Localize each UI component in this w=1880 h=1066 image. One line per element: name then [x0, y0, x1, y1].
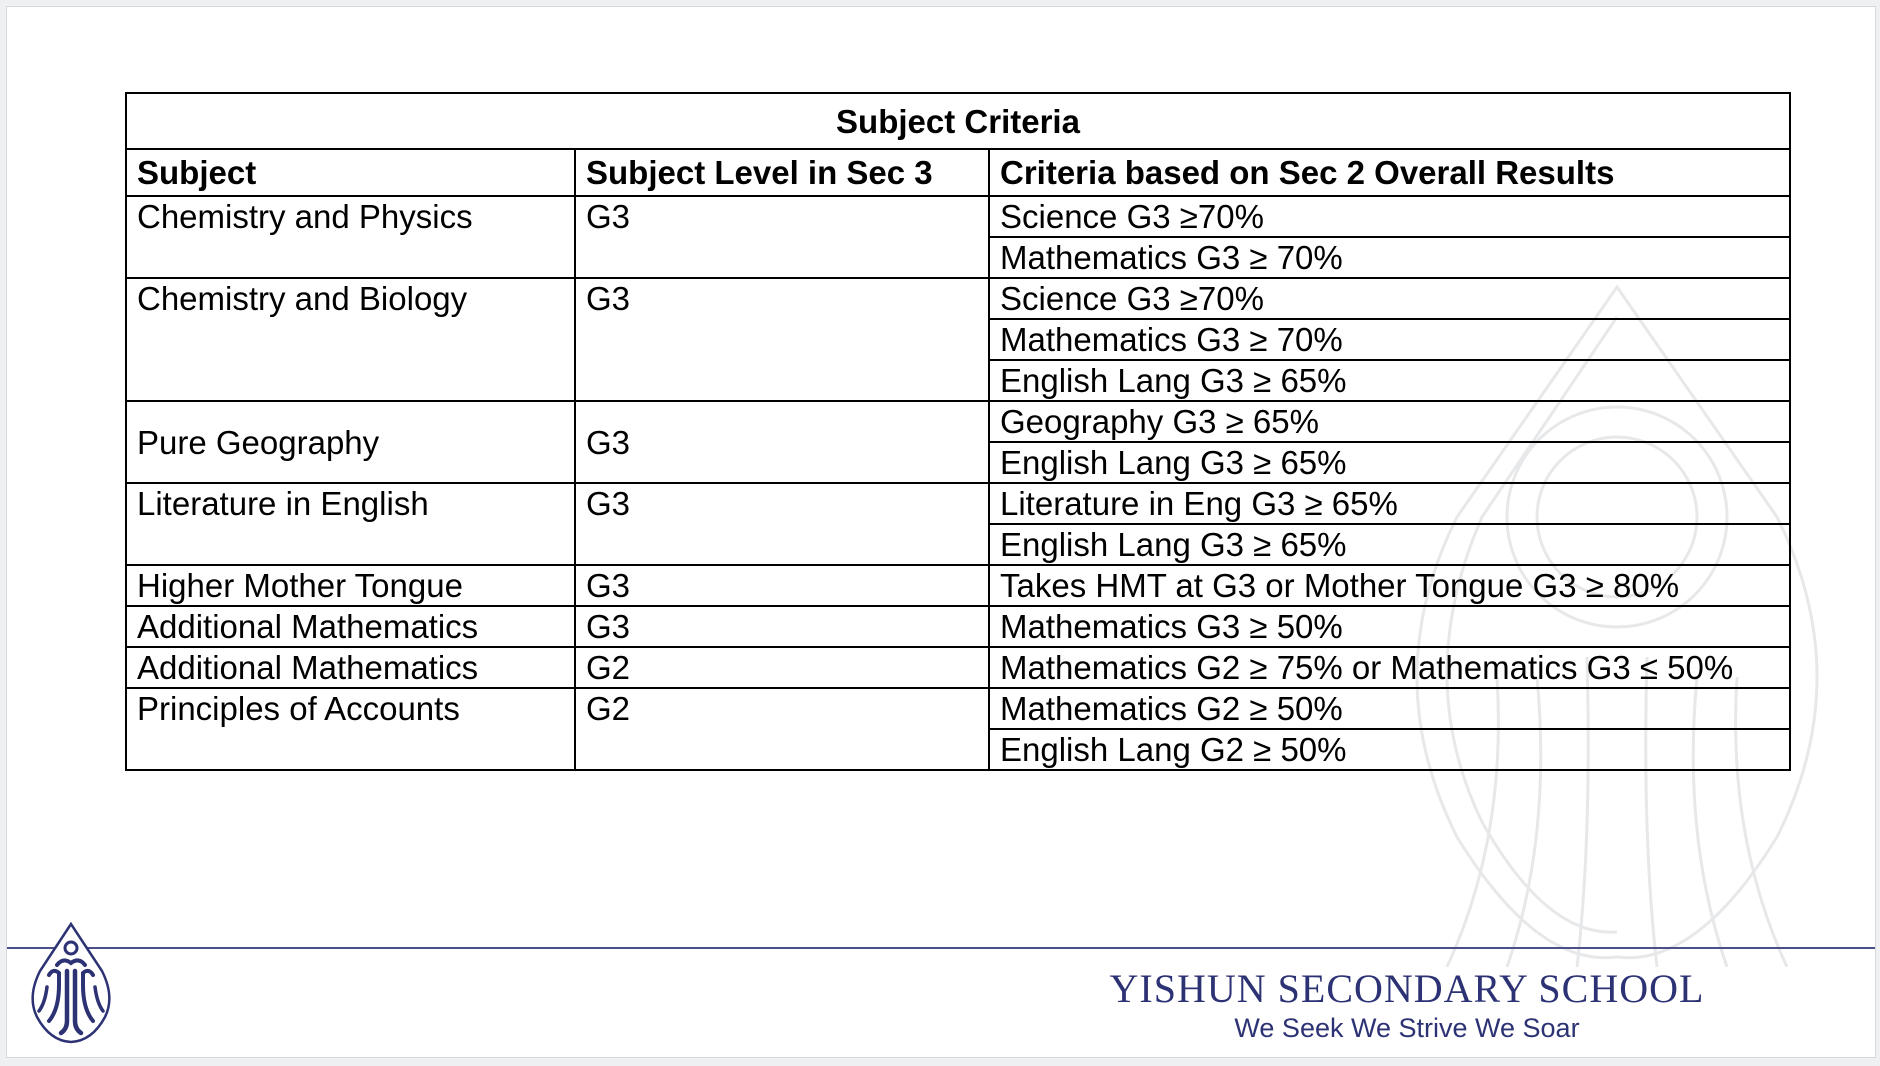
table-row	[126, 606, 1790, 647]
subject-criteria-table	[125, 92, 1791, 771]
school-motto: We Seek We Strive We Soar	[1234, 1013, 1580, 1043]
criteria-cell: Mathematics G2 ≥ 75% or Mathematics G3 ≤ 50%	[989, 647, 1790, 688]
table-row	[126, 196, 1790, 237]
level-cell: G3	[575, 196, 989, 278]
criteria-cell: Mathematics G2 ≥ 50%	[989, 688, 1790, 729]
criteria-cell: Takes HMT at G3 or Mother Tongue G3 ≥ 80%	[989, 565, 1790, 606]
table-row	[126, 565, 1790, 606]
level-cell: G3	[575, 401, 989, 483]
slide	[6, 6, 1876, 1058]
table-row	[126, 278, 1790, 319]
subject-cell: Additional Mathematics	[126, 606, 575, 647]
school-branding	[1107, 967, 1707, 1045]
table-header-row	[126, 149, 1790, 196]
criteria-cell: Science G3 ≥70%	[989, 278, 1790, 319]
school-name: YISHUN SECONDARY SCHOOL	[1109, 966, 1705, 1011]
criteria-cell: Mathematics G3 ≥ 70%	[989, 319, 1790, 360]
subject-cell: Chemistry and Physics	[126, 196, 575, 278]
table-title: Subject Criteria	[126, 93, 1790, 149]
criteria-cell: Mathematics G3 ≥ 70%	[989, 237, 1790, 278]
criteria-cell: Mathematics G3 ≥ 50%	[989, 606, 1790, 647]
criteria-cell: English Lang G3 ≥ 65%	[989, 442, 1790, 483]
criteria-cell: Literature in Eng G3 ≥ 65%	[989, 483, 1790, 524]
subject-cell: Additional Mathematics	[126, 647, 575, 688]
level-cell: G3	[575, 606, 989, 647]
level-cell: G2	[575, 647, 989, 688]
subject-cell: Higher Mother Tongue	[126, 565, 575, 606]
subject-cell: Principles of Accounts	[126, 688, 575, 770]
criteria-cell: Geography G3 ≥ 65%	[989, 401, 1790, 442]
subject-cell: Chemistry and Biology	[126, 278, 575, 401]
subject-cell: Literature in English	[126, 483, 575, 565]
footer-divider	[7, 947, 1875, 949]
criteria-cell: English Lang G3 ≥ 65%	[989, 360, 1790, 401]
table-row	[126, 483, 1790, 524]
header-criteria: Criteria based on Sec 2 Overall Results	[989, 149, 1790, 196]
level-cell: G3	[575, 565, 989, 606]
criteria-cell: English Lang G2 ≥ 50%	[989, 729, 1790, 770]
header-subject-level: Subject Level in Sec 3	[575, 149, 989, 196]
subject-cell: Pure Geography	[126, 401, 575, 483]
school-logo-icon	[23, 921, 119, 1045]
level-cell: G2	[575, 688, 989, 770]
criteria-cell: English Lang G3 ≥ 65%	[989, 524, 1790, 565]
header-subject: Subject	[126, 149, 575, 196]
level-cell: G3	[575, 483, 989, 565]
table-row	[126, 688, 1790, 729]
table-row	[126, 401, 1790, 442]
level-cell: G3	[575, 278, 989, 401]
criteria-cell: Science G3 ≥70%	[989, 196, 1790, 237]
table-row	[126, 647, 1790, 688]
